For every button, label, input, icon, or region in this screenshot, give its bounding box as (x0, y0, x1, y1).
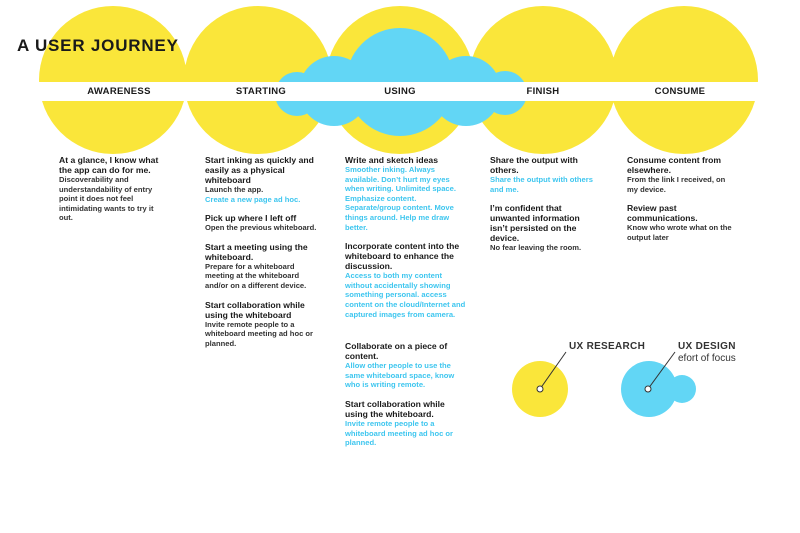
finish-text-2: No fear leaving the room. (490, 243, 582, 253)
using-column (345, 155, 470, 448)
consume-circle (610, 6, 758, 154)
consume-text-1: From the link I received, on my device. (627, 175, 726, 194)
consume-text-2: Know who wrote what on the output later (627, 223, 732, 242)
ux-design-label: UX DESIGN (678, 341, 736, 352)
ux-design-sublabel: efort of focus (678, 353, 736, 364)
awareness-heading: At a glance, I know what the app can do for me. (59, 155, 159, 175)
using-highlight-4: Invite remote people to a whiteboard meeting ad hoc or planned. (345, 418, 454, 448)
using-highlight-2: Access to both my content without accidentally showing something personal. access content on the cloud/Internet and captured images from camera. (345, 271, 466, 319)
stage-label-awareness: AWARENESS (87, 86, 151, 97)
starting-text-1: Launch the app. (205, 185, 264, 194)
finish-heading-1: Share the output with others. (490, 155, 578, 175)
awareness-circle (39, 6, 187, 154)
finish-column (490, 155, 595, 253)
starting-text-3: Prepare for a whiteboard meeting at the whiteboard and/or on a different device. (205, 261, 307, 290)
awareness-column (59, 155, 169, 223)
using-highlight-1: Smoother inking. Always available. Don’t hurt my eyes when writing. Unlimited space. Emphasize content. Separate/group content. Move things around. Help me draw better. (345, 165, 456, 232)
ux-research-pointer-dot (537, 386, 543, 392)
starting-heading-4: Start collaboration while using the whiteboard (205, 299, 305, 320)
starting-column (205, 155, 317, 348)
page-title: A USER JOURNEY (17, 36, 179, 55)
finish-highlight-1: Share the output with others and me. (490, 175, 593, 194)
awareness-text: Discoverability and understandability of entry point it does not feel intimidating wants to try it out. (59, 175, 154, 223)
stage-label-consume: CONSUME (654, 86, 706, 97)
starting-heading-1: Start inking as quickly and easily as a physical whiteboard (205, 155, 314, 185)
consume-heading-1: Consume content from elsewhere. (627, 155, 722, 175)
using-highlight-3: Allow other people to use the same whiteboard space, know who is writing remote. (345, 361, 455, 390)
using-heading-3: Collaborate on a piece of content. (345, 341, 448, 362)
using-heading-4: Start collaboration while using the whiteboard. (345, 398, 445, 419)
stage-label-using: USING (384, 86, 416, 97)
using-heading-1: Write and sketch ideas (345, 155, 438, 165)
stage-label-finish: FINISH (526, 86, 560, 97)
ux-design-pointer-dot (645, 386, 651, 392)
starting-text-2: Open the previous whiteboard. (205, 223, 317, 233)
consume-heading-2: Review past communications. (627, 203, 698, 224)
starting-heading-3: Start a meeting using the whiteboard. (205, 241, 308, 262)
using-heading-2: Incorporate content into the whiteboard to enhance the discussion. (345, 241, 460, 272)
stage-label-starting: STARTING (235, 86, 287, 97)
starting-heading-2: Pick up where I left off (205, 213, 297, 224)
finish-heading-2: I’m confident that unwanted information isn’t persisted on the device. (490, 203, 580, 244)
starting-highlight-1: Create a new page ad hoc. (205, 194, 301, 204)
ux-research-label: UX RESEARCH (569, 341, 646, 352)
starting-text-4: Invite remote people to a whiteboard meeting ad hoc or planned. (205, 319, 314, 348)
consume-column (627, 155, 737, 242)
